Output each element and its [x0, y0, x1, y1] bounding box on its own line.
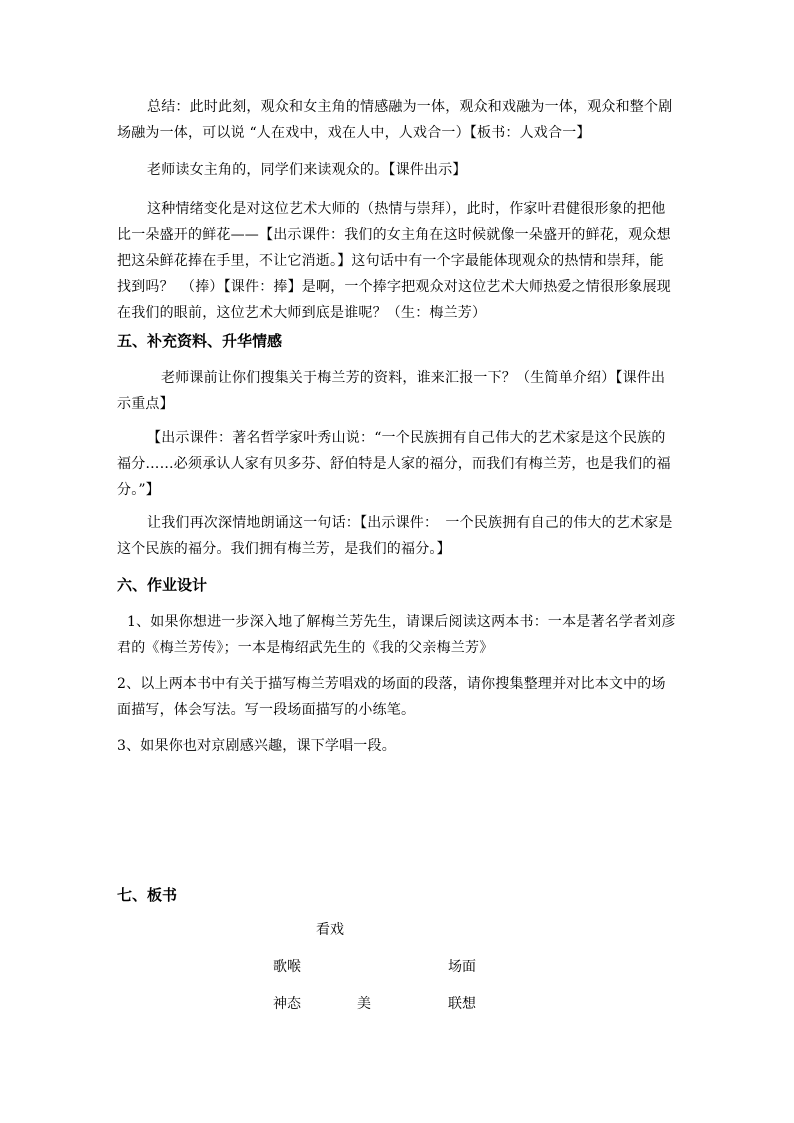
section5-p1-text: 老师课前让你们搜集关于梅兰芳的资料，谁来汇报一下？（生简单介绍）【课件出示重点】	[117, 370, 666, 412]
board-right-word-2: 联想	[448, 996, 476, 1012]
section5-p3-text: 让我们再次深情地朗诵这一句话：【出示课件： 一个民族拥有自己的伟大的艺术家是这个民族的福分。我们拥有梅兰芳，是我们的福分。】	[117, 515, 673, 557]
emotion-paragraph	[117, 196, 677, 326]
board-top-word: 看戏	[316, 922, 344, 938]
section6-heading: 六、作业设计	[117, 576, 208, 594]
section5-paragraph-3	[117, 510, 677, 562]
teacher-read-text: 老师读女主角的，同学们来读观众的。【课件出示】	[147, 162, 467, 178]
homework-item-2	[117, 671, 677, 723]
section5-paragraph-1	[117, 365, 677, 417]
emotion-text: 这种情绪变化是对这位艺术大师的（热情与崇拜），此时，作家叶君健很形象的把他比一朵盛开的鲜花——【出示课件：我们的女主角在这时候就像一朵盛开的鲜花，观众想把这朵鲜花捧在手里，不让它消逝。】这句话中有一个字最能体现观众的热情和崇拜，能找到吗？ （捧）【课件：捧】是啊，一个捧字把观众对这位艺术大师热爱之情很形象展现在我们的眼前，这位艺术大师到底是谁呢？（生：梅兰芳）	[117, 201, 671, 321]
homework-item-1-text: 1、如果你想进一步深入地了解梅兰芳先生，请课后阅读这两本书：一本是著名学者刘彦君的《梅兰芳传》；一本是梅绍武先生的《我的父亲梅兰芳》	[117, 614, 676, 656]
section5-paragraph-2	[117, 425, 677, 503]
summary-text: 总结：此时此刻，观众和女主角的情感融为一体，观众和戏融为一体，观众和整个剧场融为一体，可以说 “人在戏中，戏在人中，人戏合一）【板书：人戏合一】	[117, 99, 673, 141]
section7-heading: 七、板书	[117, 886, 178, 904]
board-center-word: 美	[357, 996, 371, 1012]
board-left-word-2: 神态	[273, 996, 301, 1012]
board-right-word-1: 场面	[448, 959, 476, 975]
homework-item-2-text: 2、以上两本书中有关于描写梅兰芳唱戏的场面的段落，请你搜集整理并对比本文中的场面描写，体会写法。写一段场面描写的小练笔。	[117, 676, 666, 718]
summary-paragraph	[117, 94, 677, 146]
board-left-word-1: 歌喉	[273, 959, 301, 975]
section5-p2-text: 【出示课件：著名哲学家叶秀山说：“一个民族拥有自己伟大的艺术家是这个民族的福分……必须承认人家有贝多芬、舒伯特是人家的福分，而我们有梅兰芳，也是我们的福分。”】	[117, 430, 671, 498]
teacher-read-paragraph	[117, 157, 677, 183]
homework-item-3	[117, 733, 677, 759]
section5-heading: 五、补充资料、升华情感	[117, 332, 283, 350]
homework-item-3-text: 3、如果你也对京剧感兴趣，课下学唱一段。	[117, 738, 396, 754]
homework-item-1	[117, 609, 677, 661]
